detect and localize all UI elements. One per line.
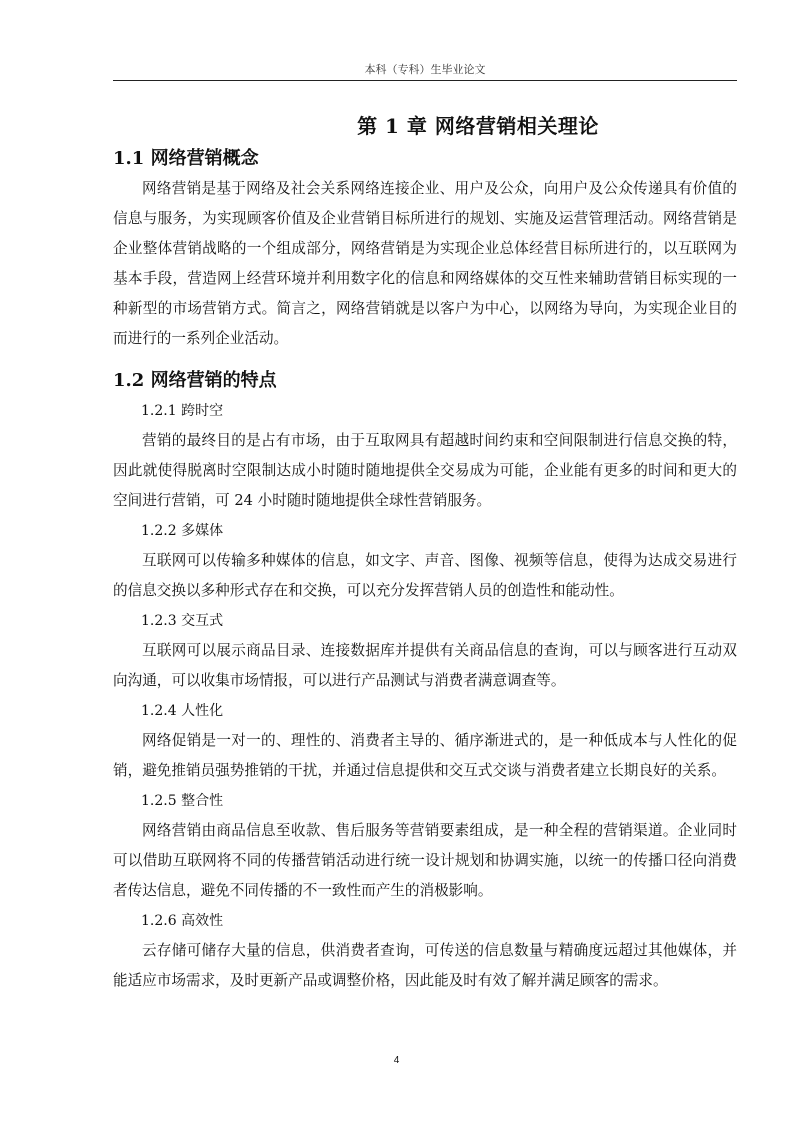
- section-title-1-2: 1.2 网络营销的特点: [113, 370, 277, 391]
- subsection-1-2-4-paragraph: 网络促销是一对一的、理性的、消费者主导的、循序渐进式的，是一种低成本与人性化的促销，避免推销员强势推销的干扰，并通过信息提供和交互式交谈与消费者建立长期良好的关系。: [113, 732, 737, 779]
- subsection-1-2-3-paragraph: 互联网可以展示商品目录、连接数据库并提供有关商品信息的查询，可以与顾客进行互动双向沟通，可以收集市场情报，可以进行产品测试与消费者满意调查等。: [113, 642, 737, 689]
- subsection-1-2-1-paragraph: 营销的最终目的是占有市场，由于互取网具有超越时间约束和空间限制进行信息交换的特，因此就使得脱离时空限制达成小时随时随地提供全交易成为可能，企业能有更多的时间和更大的空间进行营销，可 24 小时随时随地提供全球性营销服务。: [113, 432, 737, 509]
- subsection-title-1-2-6: 1.2.6 高效性: [141, 913, 224, 929]
- subsection-title-1-2-5: 1.2.5 整合性: [141, 793, 224, 809]
- subsection-1-2-2-paragraph: 互联网可以传输多种媒体的信息，如文字、声音、图像、视频等信息，使得为达成交易进行的信息交换以多种形式存在和交换，可以充分发挥营销人员的创造性和能动性。: [113, 552, 737, 599]
- subsection-title-1-2-3: 1.2.3 交互式: [141, 613, 224, 629]
- page-number: 4: [393, 1055, 400, 1066]
- section-title-1-1: 1.1 网络营销概念: [113, 148, 259, 169]
- subsection-1-2-5-paragraph: 网络营销由商品信息至收款、售后服务等营销要素组成，是一种全程的营销渠道。企业同时可以借助互联网将不同的传播营销活动进行统一设计规划和协调实施，以统一的传播口径向消费者传达信息，避免不同传播的不一致性而产生的消极影响。: [113, 822, 737, 899]
- chapter-title: 第 1 章 网络营销相关理论: [357, 114, 599, 138]
- subsection-title-1-2-2: 1.2.2 多媒体: [141, 523, 224, 539]
- subsection-1-2-6-paragraph: 云存储可储存大量的信息，供消费者查询，可传送的信息数量与精确度远超过其他媒体，并能适应市场需求，及时更新产品或调整价格，因此能及时有效了解并满足顾客的需求。: [113, 942, 737, 989]
- running-header: 本科（专科）生毕业论文: [364, 63, 486, 76]
- page-content: [113, 108, 737, 996]
- section-1-1-paragraph: 网络营销是基于网络及社会关系网络连接企业、用户及公众，向用户及公众传递具有价值的信息与服务，为实现顾客价值及企业营销目标所进行的规划、实施及运营管理活动。网络营销是企业整体营销战略的一个组成部分，网络营销是为实现企业总体经营目标所进行的，以互联网为基本手段，营造网上经营环境并利用数字化的信息和网络媒体的交互性来辅助营销目标实现的一种新型的市场营销方式。简言之，网络营销就是以客户为中心，以网络为导向，为实现企业目的而进行的一系列企业活动。: [113, 180, 737, 347]
- header-rule: [113, 80, 737, 81]
- subsection-title-1-2-4: 1.2.4 人性化: [141, 703, 224, 719]
- subsection-title-1-2-1: 1.2.1 跨时空: [141, 403, 224, 419]
